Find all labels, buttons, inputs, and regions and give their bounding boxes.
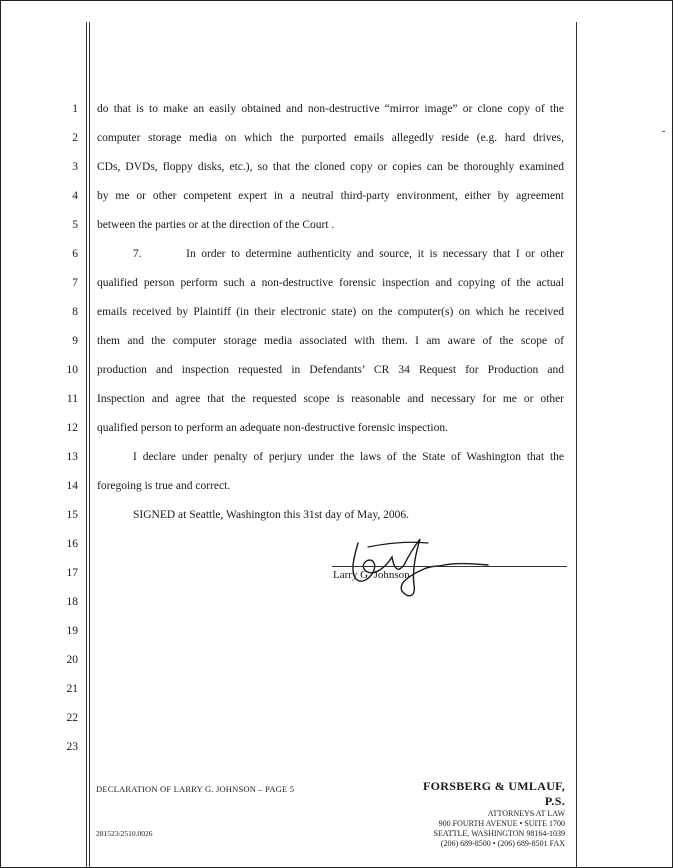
line-number: 21: [66, 683, 78, 695]
perjury-declaration: I declare under penalty of perjury under the laws of the State of Washington that the: [133, 451, 564, 463]
line-number: 14: [66, 480, 78, 492]
line-number: 19: [66, 625, 78, 637]
signer-name: Larry G. Johnson: [333, 569, 410, 581]
line-number: 5: [72, 219, 78, 231]
line-number: 16: [66, 538, 78, 550]
line-number: 8: [72, 306, 78, 318]
document-number: 281523/2510.0026: [96, 829, 153, 838]
line-number: 4: [72, 190, 78, 202]
margin-mark: -: [662, 126, 666, 137]
line-number: 7: [72, 277, 78, 289]
firm-name: FORSBERG & UMLAUF, P.S.: [423, 779, 565, 808]
left-margin-rule: [86, 22, 87, 868]
body-line: by me or other competent expert in a neutral third-party environment, either by agreement: [97, 190, 564, 202]
body-line: between the parties or at the direction of the Court .: [97, 219, 335, 231]
line-number: 10: [66, 364, 78, 376]
body-line: production and inspection requested in Defendants’ CR 34 Request for Production and: [97, 364, 564, 376]
body-line: qualified person perform such a non-destructive forensic inspection and copying of the actual: [97, 277, 564, 289]
line-number: 22: [66, 712, 78, 724]
body-line: computer storage media on which the purported emails allegedly reside (e.g. hard drives,: [97, 132, 564, 144]
body-line: qualified person to perform an adequate non-destructive forensic inspection.: [97, 422, 448, 434]
line-number: 1: [72, 103, 78, 115]
right-margin-rule: [576, 22, 577, 868]
firm-block: [410, 779, 565, 849]
line-number: 18: [66, 596, 78, 608]
line-number: 9: [72, 335, 78, 347]
line-number: 20: [66, 654, 78, 666]
body-line: Inspection and agree that the requested scope is reasonable and necessary for me or other: [97, 393, 564, 405]
firm-phone: (206) 689-8500 • (206) 689-8501 FAX: [440, 839, 565, 848]
line-number: 3: [72, 161, 78, 173]
left-margin-rule-inner: [89, 22, 90, 868]
body-line: them and the computer storage media associated with them. I am aware of the scope of: [97, 335, 564, 347]
body-line: CDs, DVDs, floppy disks, etc.), so that the cloned copy or copies can be thoroughly examined: [97, 161, 564, 173]
line-number: 15: [66, 509, 78, 521]
line-number: 23: [66, 741, 78, 753]
handwritten-signature: [328, 527, 503, 602]
line-number: 11: [66, 393, 78, 405]
line-number: 13: [66, 451, 78, 463]
footer-title: DECLARATION OF LARRY G. JOHNSON – PAGE 5: [96, 784, 295, 794]
line-number: 2: [72, 132, 78, 144]
firm-address: 900 FOURTH AVENUE • SUITE 1700: [438, 819, 565, 828]
signature-line: [332, 566, 567, 567]
body-line: foregoing is true and correct.: [97, 480, 231, 492]
firm-city: SEATTLE, WASHINGTON 98164-1039: [433, 829, 565, 838]
body-line: emails received by Plaintiff (in their electronic state) on the computer(s) on which he received: [97, 306, 564, 318]
line-number: 12: [66, 422, 78, 434]
signed-statement: SIGNED at Seattle, Washington this 31st day of May, 2006.: [133, 509, 410, 521]
body-line: do that is to make an easily obtained and non-destructive “mirror image” or clone copy of the: [97, 103, 564, 115]
paragraph-7-start: 7. In order to determine authenticity and source, it is necessary that I or other: [133, 248, 564, 260]
line-number: 17: [66, 567, 78, 579]
line-number: 6: [72, 248, 78, 260]
firm-line: ATTORNEYS AT LAW: [487, 809, 565, 818]
